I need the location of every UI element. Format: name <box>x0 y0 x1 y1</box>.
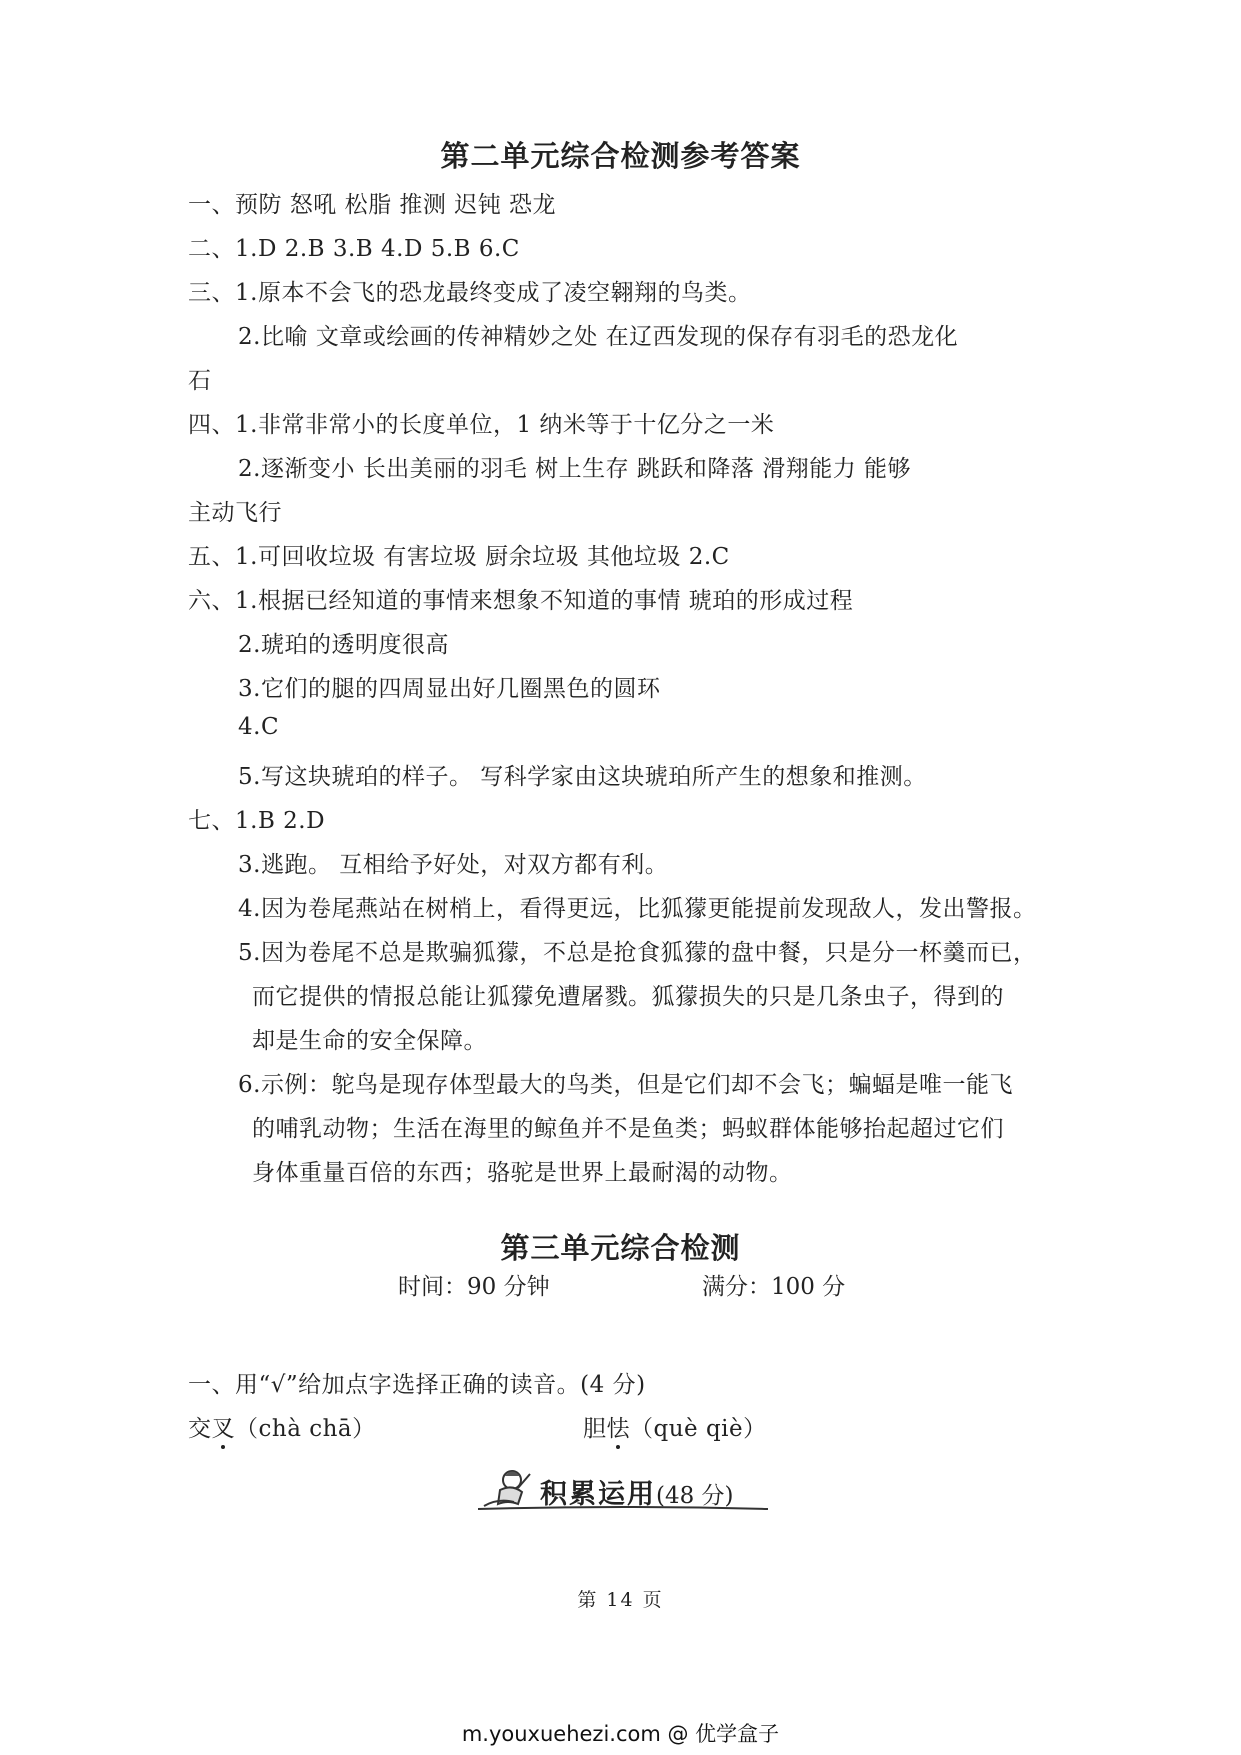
answer-section-6-item-3: 3.它们的腿的四周显出好几圈黑色的圆环 <box>238 676 661 702</box>
answer-section-7-item-4: 4.因为卷尾燕站在树梢上，看得更远，比狐獴更能提前发现敌人，发出警报。 <box>238 896 1037 922</box>
answer-section-1: 一、预防 怒吼 松脂 推测 迟钝 恐龙 <box>188 192 557 218</box>
answer-section-7-item-3: 3.逃跑。 互相给予好处，对双方都有利。 <box>238 852 669 878</box>
answer-section-7-item-6-cont-1: 的哺乳动物；生活在海里的鲸鱼并不是鱼类；蚂蚁群体能够抬起超过它们 <box>252 1116 1004 1142</box>
answer-key-title: 第二单元综合检测参考答案 <box>440 139 801 173</box>
answer-section-4-item-1: 四、1.非常非常小的长度单位，1 纳米等于十亿分之一米 <box>188 412 775 438</box>
test-full-score: 满分：100 分 <box>702 1274 846 1300</box>
question-1-item-2-char-1: 胆 <box>583 1416 607 1442</box>
test-title: 第三单元综合检测 <box>500 1231 741 1265</box>
question-1-item-2-dotted-char: 怯 <box>607 1410 631 1443</box>
question-1-item-1-char-1: 交 <box>188 1416 212 1442</box>
question-1-prompt: 一、用“√”给加点字选择正确的读音。(4 分) <box>188 1372 646 1398</box>
banner-underline <box>478 1506 768 1512</box>
answer-section-3-item-2-cont: 石 <box>188 368 212 394</box>
answer-section-6-item-1: 六、1.根据已经知道的事情来想象不知道的事情 琥珀的形成过程 <box>188 588 854 614</box>
question-1-item-1 <box>188 1410 376 1443</box>
answer-section-4-item-2-cont: 主动飞行 <box>188 500 282 526</box>
answer-section-7-item-6: 6.示例：鸵鸟是现存体型最大的鸟类，但是它们却不会飞；蝙蝠是唯一能飞 <box>238 1072 1013 1098</box>
question-1-item-1-dotted-char: 叉 <box>212 1410 236 1443</box>
section-banner <box>478 1466 768 1514</box>
test-time: 时间：90 分钟 <box>398 1274 550 1300</box>
answer-section-5: 五、1.可回收垃圾 有害垃圾 厨余垃圾 其他垃圾 2.C <box>188 544 730 570</box>
answer-section-7-item-5: 5.因为卷尾不总是欺骗狐獴，不总是抢食狐獴的盘中餐，只是分一杯羹而已， <box>238 940 1037 966</box>
answer-section-6-item-2: 2.琥珀的透明度很高 <box>238 632 449 658</box>
answer-section-3-item-2: 2.比喻 文章或绘画的传神精妙之处 在辽西发现的保存有羽毛的恐龙化 <box>238 324 959 350</box>
watermark: m.youxuehezi.com @ 优学盒子 <box>461 1722 780 1746</box>
answer-section-6-item-4: 4.C <box>238 714 280 740</box>
question-1-item-1-options[interactable]: （chà chā） <box>235 1416 376 1442</box>
answer-section-7-item-1: 七、1.B 2.D <box>188 808 326 834</box>
answer-section-4-item-2: 2.逐渐变小 长出美丽的羽毛 树上生存 跳跃和降落 滑翔能力 能够 <box>238 456 911 482</box>
section-banner-score: (48 分) <box>656 1483 734 1509</box>
answer-section-2: 二、1.D 2.B 3.B 4.D 5.B 6.C <box>188 236 520 262</box>
question-1-item-2 <box>583 1410 767 1443</box>
page-number: 第 14 页 <box>577 1589 664 1611</box>
answer-section-7-item-5-cont-1: 而它提供的情报总能让狐獴免遭屠戮。狐獴损失的只是几条虫子，得到的 <box>252 984 1004 1010</box>
section-banner-title: 积累运用 <box>540 1479 656 1510</box>
answer-section-7-item-6-cont-2: 身体重量百倍的东西；骆驼是世界上最耐渴的动物。 <box>252 1160 793 1186</box>
question-1-item-2-options[interactable]: （què qiè） <box>630 1416 767 1442</box>
answer-section-7-item-5-cont-2: 却是生命的安全保障。 <box>252 1028 487 1054</box>
answer-section-6-item-5: 5.写这块琥珀的样子。 写科学家由这块琥珀所产生的想象和推测。 <box>238 764 927 790</box>
answer-section-3-item-1: 三、1.原本不会飞的恐龙最终变成了凌空翱翔的鸟类。 <box>188 280 752 306</box>
